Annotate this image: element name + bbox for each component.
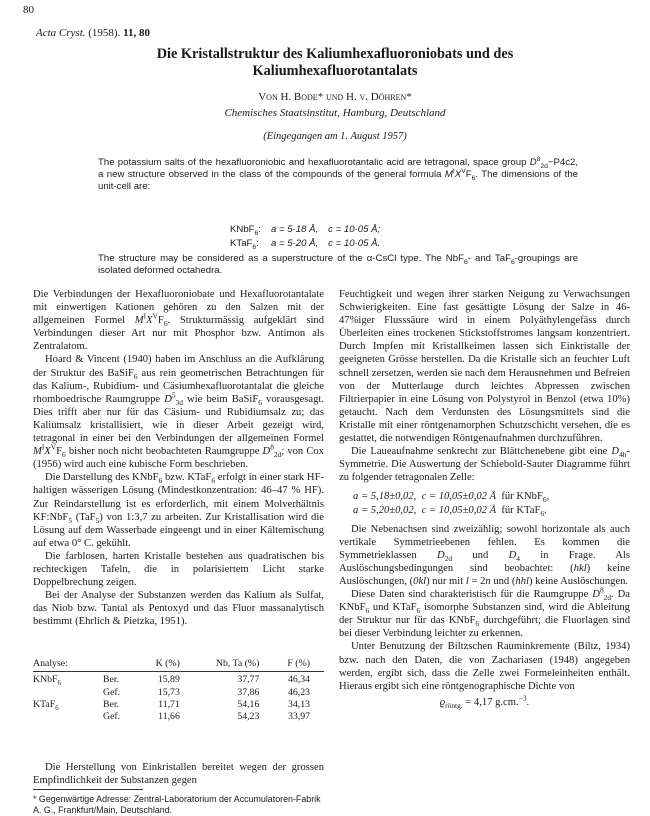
authors-conjunction: und: [325, 91, 344, 103]
left-paragraph-5: Bei der Analyse der Substanzen werden das Kalium als Sulfat, das Niob bzw. Tantal als Pentoxyd und das Fluor massanalytisch bestimmt (Ehrlich & Pietzka, 1951).: [33, 590, 324, 628]
right-paragraph-3: Die Nebenachsen sind zweizählig; sowohl horizontale als auch vertikale Symmetrieebenen fehlen. Es kommen die Symmetrieklassen $D_{2d}$ und $D_4$ in Frage. Als Auslöschungsbedingungen sind beobachtet: (hkl) keine Auslöschungen, (0kl) nur mit l = 2n und (hhl) keine Auslöschungen.: [339, 523, 630, 587]
paper-title: [40, 46, 630, 80]
institute: Chemisches Staatsinstitut, Hamburg, Deutschland: [224, 107, 446, 119]
journal-name: Acta Cryst.: [36, 27, 86, 39]
cell-equations: [353, 490, 630, 516]
authors: [40, 91, 630, 103]
analysis-table: [33, 658, 324, 723]
left-paragraph-1: Die Verbindungen der Hexafluoroniobate und Hexafluorotantalate mit einwertigen Kationen gehören zu den Salzen mit der allgemeinen Formel $M^IX^VF_6$. Strukturmässig aufgeklärt sind Verbindungen dieser Art nur mit Phosphor bzw. Antimon als Zentralatom.: [33, 289, 324, 353]
author-1: H. Bode*: [280, 91, 324, 103]
journal-volume: 11, 80: [123, 27, 150, 39]
right-paragraph-5: Unter Benutzung der Biltzschen Rauminkremente (Biltz, 1934) bzw. nach den Daten, die von Zachariasen (1948) angegeben werden, ergibt sich, dass die Zelle zwei Formeleinheiten enthält. Hieraus ergibt sich eine röntgenographische Dichte von: [339, 641, 630, 692]
unit-cell-table: [228, 222, 390, 252]
header-k: K (%): [141, 658, 194, 672]
table-row: KNbF$_6$ Ber. 15,89 37,77 46,34: [33, 674, 310, 688]
header-nb-ta: Nb, Ta (%): [194, 658, 274, 672]
author-2: H. v. Döhren*: [346, 91, 412, 103]
footnote: * Gegenwärtige Adresse: Zentral-Laboratorium der Accumulatoren-Fabrik A. G., Frankfurt/Main, Deutschland.: [33, 794, 321, 815]
left-paragraph-4: Die farblosen, harten Kristalle bestehen aus quadratischen bis rechteckigen Tafeln, die in polarisiertem Licht starke Doppelbrechung zeigen.: [33, 550, 324, 589]
title-line-2: Kaliumhexafluorotantalats: [252, 63, 418, 79]
unit-cell-row: KTaF$_6$: a = 5·20 Å, c = 10·05 Å.: [230, 238, 381, 252]
right-paragraph-4: Diese Daten sind charakteristisch für die Raumgruppe $D^8_{2d}$. Da KNbF$_6$ und KTaF$_6$ isomorphe Substanzen sind, wird die Ableitung der Struktur nur für das KNbF$_6$ durchgeführt; die Fluorlagen sind bei dieser Verbindung leichter zu erkennen.: [339, 585, 631, 640]
left-column: [33, 288, 324, 628]
footnote-rule: [33, 789, 143, 790]
authors-prefix: Von: [258, 91, 278, 103]
journal-year: (1958).: [88, 27, 121, 39]
journal-reference: [36, 27, 150, 39]
left-paragraph-3: Die Darstellung des KNbF$_6$ bzw. KTaF$_6$ erfolgt in einer stark HF-haltigen wässerigen Lösung (Mindestkonzentration: 46–47 % HF). Zur Reindarstellung ist es erforderlich, mit einem Molverhältnis KF:NbF$_5$ (TaF$_5$) von 1:3,7 zu arbeiten. Zur Kristallisation wird die Lösung auf dem Wasserbade eingeengt und in einer Kältemischung auf etwa 0° C. gekühlt.: [33, 472, 325, 549]
table-row: Gef. 11,66 54,23 33,97: [103, 711, 310, 723]
header-analyse: Analyse:: [33, 658, 103, 672]
table-row: KTaF$_6$ Ber. 11,71 54,16 34,13: [33, 698, 310, 712]
abstract-paragraph-1: The potassium salts of the hexafluoroniobic and hexafluorotantalic acid are tetragonal, space group $D^8_{2d}-P4c2$, a new structure observed in the class of the compounds of the general formula $M^IX^VF_6$. The dimensions of the unit-cell are:: [98, 155, 578, 193]
title-line-1: Die Kristallstruktur des Kaliumhexafluoroniobats und des: [156, 46, 514, 62]
page-number: 80: [23, 4, 34, 16]
right-paragraph-1: Feuchtigkeit und wegen ihrer starken Neigung zu Verwachsungen Schwierigkeiten. Eine fast gesättigte Lösung der Salze in 46-47%iger Flusssäure wird in einem Polyäthylengefäss durch Überleiten eines trockenen Stickstoffstromes langsam konzentriert. Durch Impfen mit Kristallkeimen lassen sich Einkristalle der geeigneten Grösse herstellen. Da die Kristalle sich an feuchter Luft schnell zersetzen, werden sie nach dem Herausnehmen und Befreien von der Mutterlauge durch leichtes Abpressen zwischen Filtrierpapier in eine Lösung von Polystyrol in Benzol (etwa 10%) getaucht. Nach dem Verdunsten des Lösungsmittels sind die Kristalle mit einer röntgenamorphen Schutzschicht versehen, die es gestattet, die notwendigen Röntgenaufnahmen durchzuführen.: [339, 289, 630, 445]
left-paragraph-6: Die Herstellung von Einkristallen bereitet wegen der grossen Empfindlichkeit der Substanzen gegen: [33, 762, 324, 787]
right-paragraph-2: Die Laueaufnahme senkrecht zur Blättchenebene gibt eine $D_{4h}$-Symmetrie. Die Auswertung der Schiebold-Sauter Diagramme führt zu folgender tetragonalen Zelle:: [339, 446, 630, 484]
unit-cell-row: KNbF$_6$: a = 5·18 Å, c = 10·05 Å;: [230, 224, 381, 237]
analysis-table-header: [33, 658, 324, 672]
received-date: (Eingegangen am 1. August 1957): [263, 131, 407, 142]
equation-ktaf6: a = 5,20±0,02, c = 10,05±0,02 Å für KTaF$_6$.: [353, 504, 547, 518]
equation-knbf6: a = 5,18±0,02, c = 10,05±0,02 Å für KNbF$_6$,: [353, 491, 550, 505]
right-column: [339, 288, 630, 709]
abstract-paragraph-2: The structure may be considered as a superstructure of the α-CsCl type. The NbF$_6$- and TaF$_6$-groupings are isolated deformed octahedra.: [98, 253, 578, 277]
density-equation: $ϱ_{röntg.} = 4,17$ g.cm.$^{-3}$.: [439, 693, 530, 710]
header-f: F (%): [273, 658, 324, 672]
left-paragraph-2: Hoard & Vincent (1940) haben im Anschluss an die Aufklärung der Struktur des BaSiF$_6$ aus rein geometrischen Betrachtungen für das Kalium-, Rubidium- und Cäsiumhexafluorotantalat die gleiche rhomboedrische Raumgruppe $D^5_{3d}$ wie beim BaSiF$_6$ vorausgesagt. Dies trifft aber nur für das Cäsium- und Rubidiumsalz zu; das Kaliumsalz kristallisiert, wie in dieser Arbeit gezeigt wird, tetragonal in einer bei den Verbindungen der allgemeinen Formel $M^IX^VF_6$ bisher noch nicht beobachteten Raumgruppe $D^8_{2d}$; von Cox (1956) wird auch eine kubische Form beschrieben.: [33, 354, 324, 471]
table-row: Gef. 15,73 37,86 46,23: [103, 686, 310, 698]
